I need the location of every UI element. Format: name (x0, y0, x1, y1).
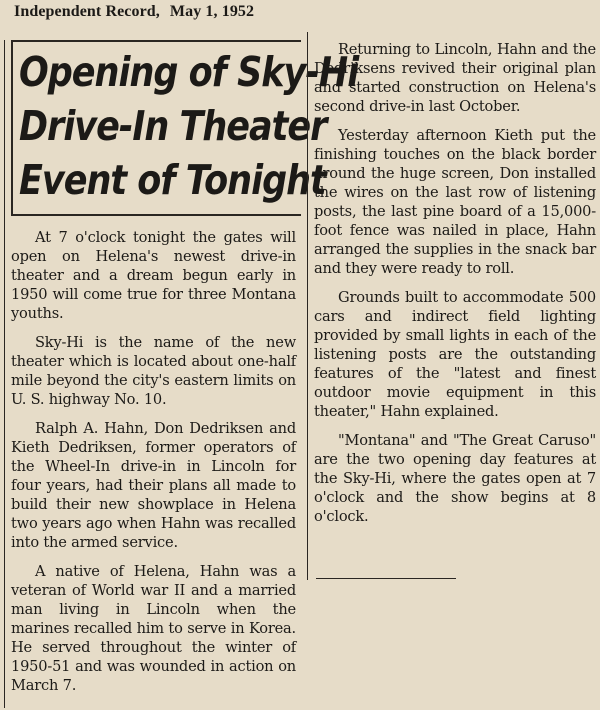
end-of-article-rule (316, 578, 456, 579)
paragraph-7: Grounds built to accommodate 500 cars and indirect field lighting provided by small lights in each of the listening posts are the outstanding features of the "latest and finest outdoor movie equipment in this theater," Hahn explained. (314, 289, 596, 420)
paragraph-8: "Montana" and "The Great Caruso" are the two opening day features at the Sky-Hi, where the gates open at 7 o'clock and the show begins at 8 o'clock. (314, 432, 596, 525)
paragraph-4: A native of Helena, Hahn was a veteran of World war II and a married man living in Lincoln when the marines recalled him to serve in Korea. He served throughout the winter of 1950-51 and was wounded in action on March 7. (11, 563, 296, 694)
headline-line-1: Opening of Sky-Hi (19, 49, 359, 97)
headline-line-2: Drive-In Theater (19, 103, 327, 151)
publication-date: May 1, 1952 (169, 3, 255, 20)
newspaper-name: Independent Record, (14, 3, 160, 20)
article-left-column (4, 40, 359, 708)
paragraph-3: Ralph A. Hahn, Don Dedriksen and Kieth Dedriksen, former operators of the Wheel-In drive-in in Lincoln for four years, had their plans all made to build their new showplace in Helena two years ago when Hahn was recalled into the armed service. (11, 420, 296, 551)
column-divider (307, 32, 308, 580)
paragraph-2: Sky-Hi is the name of the new theater which is located about one-half mile beyond the city's eastern limits on U. S. highway No. 10. (11, 334, 296, 408)
paragraph-6: Yesterday afternoon Kieth put the finishing touches on the black border around the huge screen, Don installed the wires on the last row of listening posts, the last pine board of a 15,000-foot fence was nailed in place, Hahn arranged the supplies in the snack bar and they were ready to roll. (314, 127, 596, 277)
paragraph-5: Returning to Lincoln, Hahn and the Dedriksens revived their original plan and started construction on Helena's second drive-in last October. (314, 41, 596, 115)
dateline (14, 3, 264, 21)
headline-line-3: Event of Tonight (19, 157, 326, 205)
headline-box (11, 40, 359, 216)
article-right-column (312, 40, 596, 536)
paragraph-1: At 7 o'clock tonight the gates will open on Helena's newest drive-in theater and a dream begun early in 1950 will come true for three Montana youths. (11, 229, 296, 322)
